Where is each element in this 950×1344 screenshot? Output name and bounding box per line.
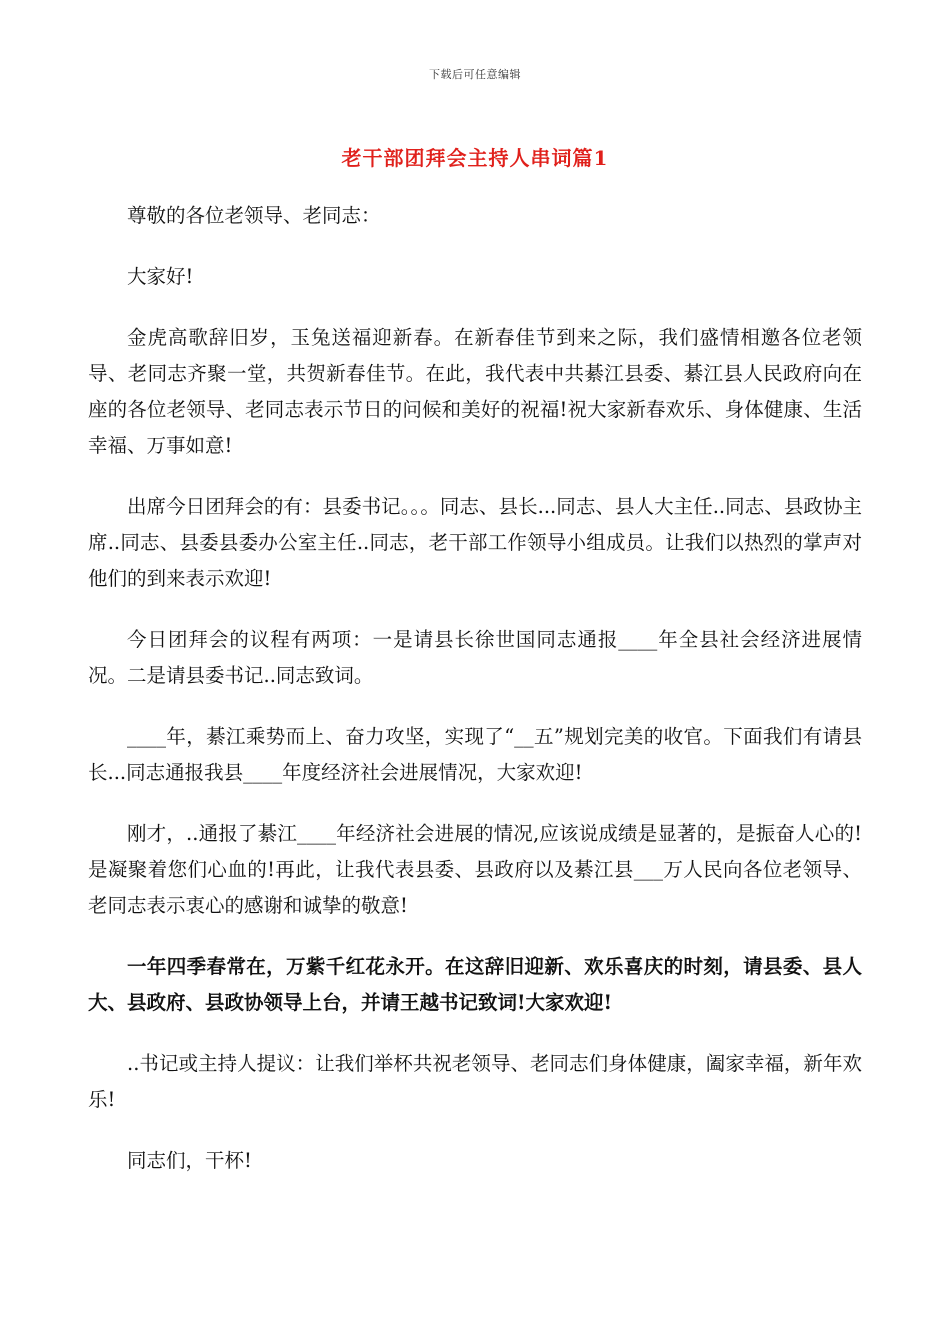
document-body — [88, 198, 862, 1204]
header-note: 下载后可任意编辑 — [429, 68, 521, 81]
paragraph-toast-proposal: ..书记或主持人提议：让我们举杯共祝老领导、老同志们身体健康，阖家幸福，新年欢乐! — [88, 1052, 862, 1111]
paragraph-salutation: 尊敬的各位老领导、老同志： — [127, 204, 381, 227]
paragraph-opening: 金虎高歌辞旧岁，玉兔送福迎新春。在新春佳节到来之际，我们盛情相邀各位老领导、老同志齐聚一堂，共贺新春佳节。在此，我代表中共綦江县委、綦江县人民政府向在座的各位老领导、老同志表示节日的问候和美好的祝福!祝大家新春欢乐、身体健康、生活幸福、万事如意! — [88, 326, 862, 457]
paragraph-leaders-stage: 一年四季春常在，万紫千红花永开。在这辞旧迎新、欢乐喜庆的时刻，请县委、县人大、县政府、县政协领导上台，并请王越书记致词!大家欢迎! — [88, 955, 862, 1014]
paragraph-greeting: 大家好! — [127, 265, 194, 288]
paragraph-thanks: 刚才，..通报了綦江____年经济社会进展的情况,应该说成绩是显著的，是振奋人心的!是凝聚着您们心血的!再此，让我代表县委、县政府以及綦江县___万人民向各位老领导、老同志表示衷心的感谢和诚挚的敬意! — [88, 822, 862, 917]
paragraph-agenda: 今日团拜会的议程有两项：一是请县长徐世国同志通报____年全县社会经济进展情况。二是请县委书记..同志致词。 — [88, 628, 862, 687]
paragraph-attendees: 出席今日团拜会的有：县委书记。。。同志、县长...同志、县人大主任..同志、县政协主席..同志、县委县委办公室主任..同志，老干部工作领导小组成员。让我们以热烈的掌声对他们的到来表示欢迎! — [88, 495, 862, 590]
paragraph-cheers: 同志们，干杯! — [127, 1149, 252, 1172]
paragraph-report-intro: ____年，綦江乘势而上、奋力攻坚，实现了“__五”规划完美的收官。下面我们有请县长...同志通报我县____年度经济社会进展情况，大家欢迎! — [88, 725, 862, 784]
document-title: 老干部团拜会主持人串词篇1 — [341, 146, 609, 170]
